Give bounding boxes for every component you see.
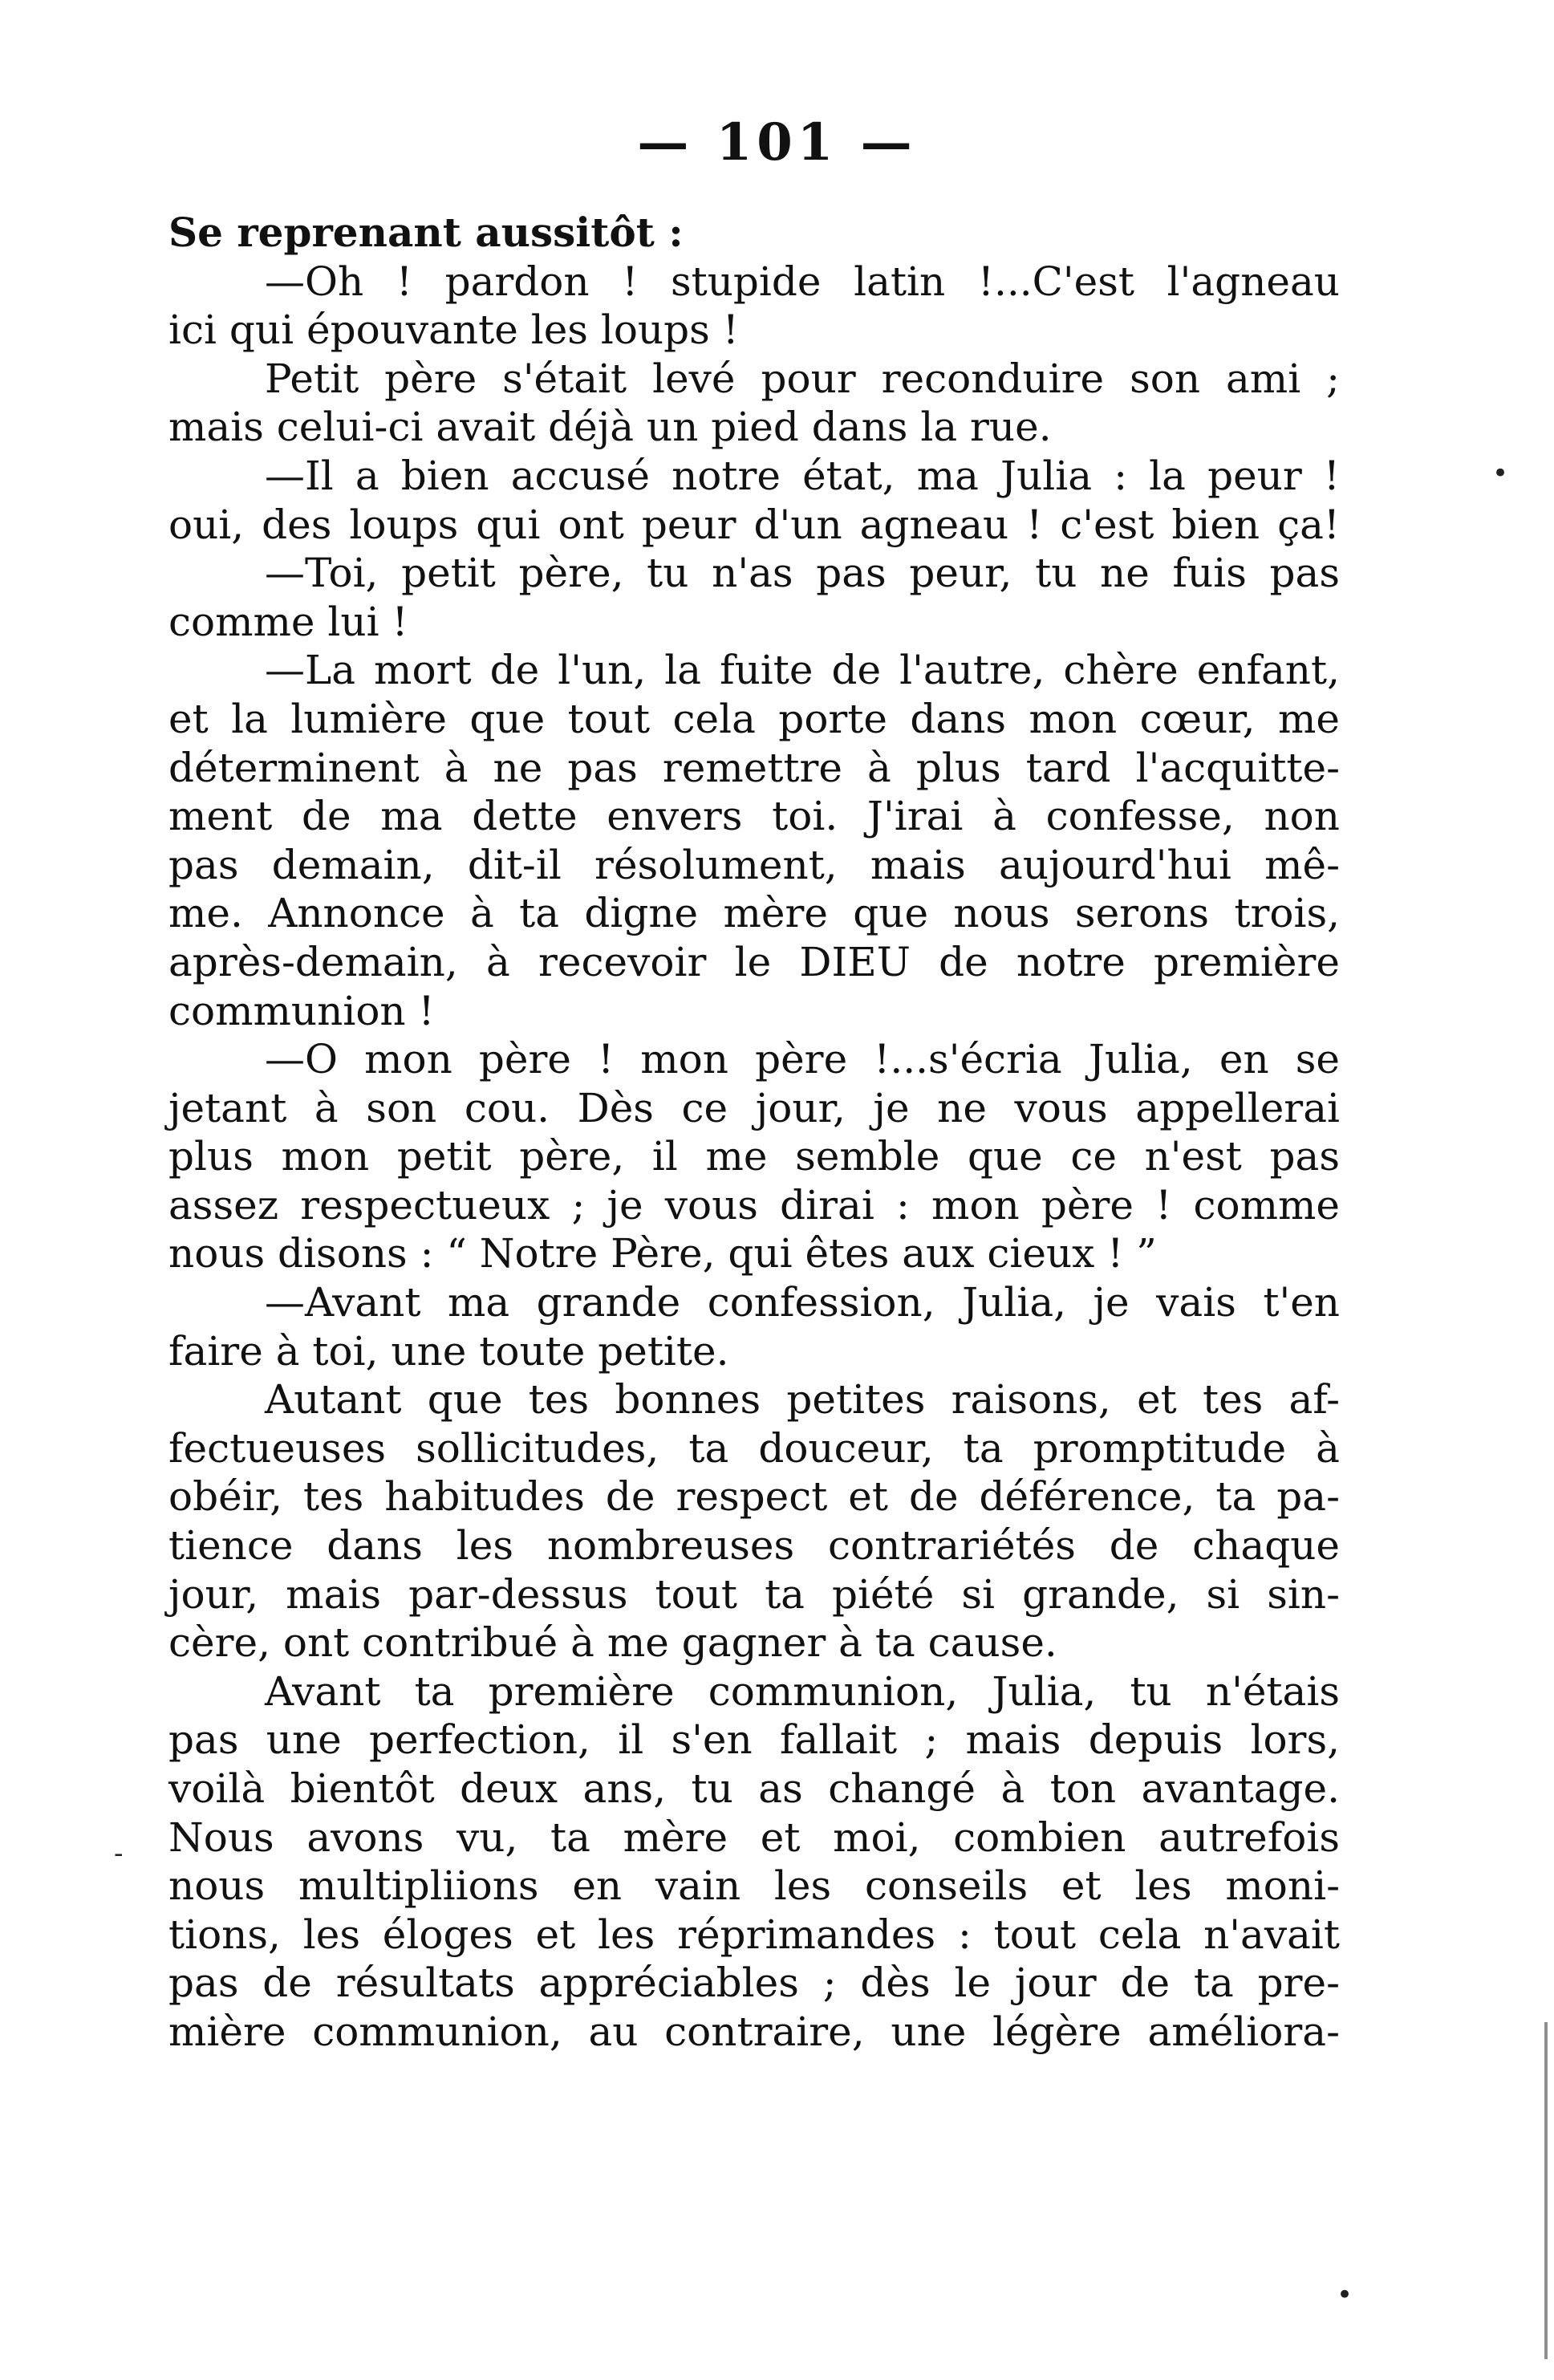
text-line: jetant à son cou. Dès ce jour, je ne vous appellerai: [168, 1084, 1340, 1131]
text-line: déterminent à ne pas remettre à plus tard l'acquitte-: [168, 744, 1340, 791]
text-line: jour, mais par-dessus tout ta piété si grande, si sin-: [168, 1570, 1340, 1618]
text-line: obéir, tes habitudes de respect et de déférence, ta pa-: [168, 1473, 1340, 1521]
text-line: comme lui !: [168, 598, 408, 645]
scan-edge: [1544, 2022, 1548, 2359]
margin-mark: •: [1492, 457, 1509, 489]
text-line: —Il a bien accusé notre état, ma Julia : la peur !: [265, 452, 1340, 499]
text-line: oui, des loups qui ont peur d'un agneau ! c'est bien ça!: [168, 501, 1340, 548]
text-line: me. Annonce à ta digne mère que nous serons trois,: [168, 890, 1340, 937]
text-line: ment de ma dette envers toi. J'irai à confesse, non: [168, 793, 1340, 840]
text-line: Se reprenant aussitôt :: [168, 209, 684, 256]
text-line: assez respectueux ; je vous dirai : mon père ! comme: [168, 1181, 1340, 1229]
page-number: — 101 —: [637, 112, 917, 173]
text-line: pas demain, dit-il résolument, mais aujourd'hui mê-: [168, 841, 1340, 888]
text-line: et la lumière que tout cela porte dans mon cœur, me: [168, 695, 1340, 742]
margin-mark: -: [114, 1838, 124, 1870]
text-line: nous disons : “ Notre Père, qui êtes aux cieux ! ”: [168, 1230, 1157, 1277]
text-line: cère, ont contribué à me gagner à ta cause.: [168, 1619, 1057, 1667]
text-line: mais celui-ci avait déjà un pied dans la rue.: [168, 404, 1052, 451]
text-line: mière communion, au contraire, une légère améliora-: [168, 2008, 1340, 2055]
text-line: pas de résultats appréciables ; dès le jour de ta pre-: [168, 1960, 1340, 2007]
text-line: après-demain, à recevoir le DIEU de notre première: [168, 938, 1340, 985]
text-line: ici qui épouvante les loups !: [168, 307, 739, 354]
text-line: Nous avons vu, ta mère et moi, combien autrefois: [168, 1813, 1340, 1861]
text-line: communion !: [168, 987, 435, 1034]
text-line: Autant que tes bonnes petites raisons, et tes af-: [265, 1376, 1340, 1424]
text-line: voilà bientôt deux ans, tu as changé à ton avantage.: [168, 1765, 1340, 1812]
text-line: faire à toi, une toute petite.: [168, 1327, 729, 1375]
text-line: pas une perfection, il s'en fallait ; mais depuis lors,: [168, 1716, 1340, 1764]
text-line: plus mon petit père, il me semble que ce n'est pas: [168, 1133, 1340, 1180]
text-line: —La mort de l'un, la fuite de l'autre, chère enfant,: [265, 647, 1340, 694]
text-line: —Avant ma grande confession, Julia, je vais t'en: [265, 1279, 1340, 1326]
text-line: tience dans les nombreuses contrariétés de chaque: [168, 1522, 1340, 1570]
body-text: [168, 209, 1340, 2057]
text-line: nous multipliions en vain les conseils et les moni-: [168, 1862, 1340, 1910]
margin-mark: •: [1337, 2279, 1353, 2311]
text-line: fectueuses sollicitudes, ta douceur, ta promptitude à: [168, 1424, 1340, 1472]
text-line: —Oh ! pardon ! stupide latin !...C'est l'agneau: [265, 258, 1340, 305]
text-line: —Toi, petit père, tu n'as pas peur, tu ne fuis pas: [265, 550, 1340, 597]
text-line: Petit père s'était levé pour reconduire son ami ;: [265, 355, 1340, 402]
text-line: tions, les éloges et les réprimandes : tout cela n'avait: [168, 1911, 1340, 1958]
text-line: —O mon père ! mon père !...s'écria Julia, en se: [265, 1036, 1340, 1083]
text-line: Avant ta première communion, Julia, tu n'étais: [265, 1667, 1340, 1715]
